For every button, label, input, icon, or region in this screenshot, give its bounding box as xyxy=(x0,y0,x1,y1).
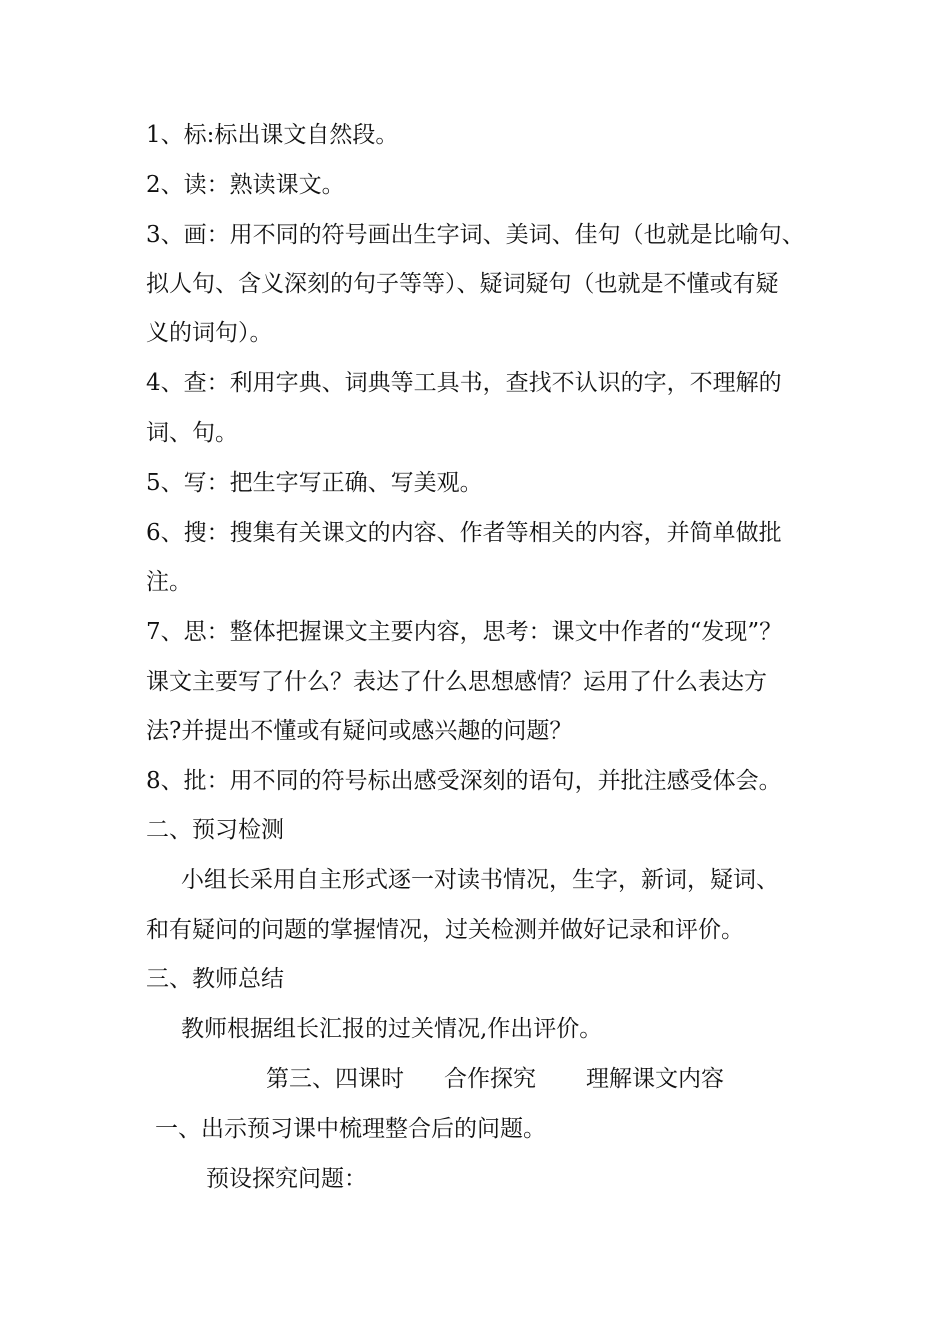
lesson-title xyxy=(266,1064,724,1094)
lesson-title-cooperate: 合作探究 xyxy=(444,1066,536,1092)
step-3-draw: 3、画：用不同的符号画出生字词、美词、佳句（也就是比喻句、 xyxy=(146,222,805,248)
step-6-search-cont: 注。 xyxy=(146,569,192,595)
section-heading-teacher-summary: 三、教师总结 xyxy=(146,966,284,992)
section-heading-preview-check: 二、预习检测 xyxy=(146,817,284,843)
step-5-write: 5、写：把生字写正确、写美观。 xyxy=(146,470,483,496)
step-6-search: 6、搜：搜集有关课文的内容、作者等相关的内容，并简单做批 xyxy=(146,520,782,546)
step-4-lookup: 4、查：利用字典、词典等工具书，查找不认识的字，不理解的 xyxy=(146,370,782,396)
lesson-title-period: 第三、四课时 xyxy=(266,1066,404,1092)
teacher-summary-paragraph: 教师根据组长汇报的过关情况,作出评价。 xyxy=(181,1016,603,1042)
step-1-mark: 1、标:标出课文自然段。 xyxy=(146,122,399,148)
step-7-think-cont-2: 法?并提出不懂或有疑问或感兴趣的问题？ xyxy=(146,718,573,744)
section-heading-show-questions: 一、出示预习课中梳理整合后的问题。 xyxy=(155,1116,546,1142)
step-7-think: 7、思：整体把握课文主要内容，思考：课文中作者的“发现”？ xyxy=(146,619,783,645)
preview-check-paragraph-1: 小组长采用自主形式逐一对读书情况，生字，新词，疑词、 xyxy=(181,867,779,893)
lesson-title-understand: 理解课文内容 xyxy=(586,1066,724,1092)
step-8-annotate: 8、批：用不同的符号标出感受深刻的语句，并批注感受体会。 xyxy=(146,768,782,794)
step-2-read: 2、读：熟读课文。 xyxy=(146,172,345,198)
step-7-think-cont-1: 课文主要写了什么？表达了什么思想感情？运用了什么表达方 xyxy=(146,669,767,695)
step-4-lookup-cont: 词、句。 xyxy=(146,420,238,446)
step-3-draw-cont-2: 义的词句）。 xyxy=(146,320,273,346)
preset-questions-label: 预设探究问题： xyxy=(206,1166,367,1192)
step-3-draw-cont-1: 拟人句、含义深刻的句子等等）、疑词疑句（也就是不懂或有疑 xyxy=(146,271,779,297)
preview-check-paragraph-2: 和有疑问的问题的掌握情况，过关检测并做好记录和评价。 xyxy=(146,917,744,943)
